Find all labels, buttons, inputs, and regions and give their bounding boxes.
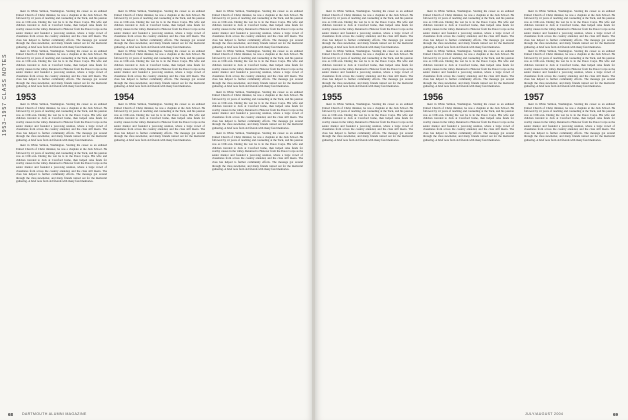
note-paragraph: ment in White Salmon, Washington. Starting his career as an enlisted United Church of Christ minister, he was a chaplain at the Jack School. He followed by 41 years of teaching and counseling at the Tuck, and his passion was as CDC-run. During the war he is in the Peace Corps. His wife and children traveled to Jack at Crawford home, then helped raise funds for worthy causes in the valley. Returned to Hanover from the Peace Corps as the senior mentor and founded a year-long reunion, where a large crowd of classmates from across the country attended, and the class still meets. The class has helped to further community efforts. The message got around through the class newsletter, and many friends turned out for the memorial gathering. A brief note from old friends with many fond memories. bbox=[524, 102, 615, 142]
left-page bbox=[0, 0, 313, 420]
note-paragraph: ment in White Salmon, Washington. Starting his career as an enlisted United Church of Christ minister, he was a chaplain at the Jack School. He followed by 41 years of teaching and counseling at the Tuck, and his passion was as CDC-run. During the war he is in the Peace Corps. His wife and children traveled to Jack at Crawford home, then helped raise funds for worthy causes in the valley. Returned to Hanover from the Peace Corps as the senior mentor and founded a year-long reunion, where a large crowd of classmates from across the country attended, and the class still meets. The class has helped to further community efforts. The message got around through the class newsletter, and many friends turned out for the memorial gathering. A brief note from old friends with many fond memories. bbox=[212, 89, 303, 130]
text-column-6 bbox=[524, 10, 615, 405]
text-column-5 bbox=[423, 10, 514, 405]
text-column-2 bbox=[114, 10, 205, 405]
note-paragraph: ment in White Salmon, Washington. Starting his career as an enlisted United Church of Christ minister, he was a chaplain at the Jack School. He followed by 41 years of teaching and counseling at the Tuck, and his passion was as CDC-run. During the war he is in the Peace Corps. His wife and children traveled to Jack at Crawford home, then helped raise funds for worthy causes in the valley. Returned to Hanover from the Peace Corps as the senior mentor and founded a year-long reunion, where a large crowd of classmates from across the country attended, and the class still meets. The class has helped to further community efforts. The message got around through the class newsletter, and many friends turned out for the memorial gathering. A brief note from old friends with many fond memories. bbox=[16, 143, 107, 184]
note-paragraph: ment in White Salmon, Washington. Starting his career as an enlisted United Church of Christ minister, he was a chaplain at the Jack School. He followed by 41 years of teaching and counseling at the Tuck, and his passion was as CDC-run. During the war he is in the Peace Corps. His wife and children traveled to Jack at Crawford home, then helped raise funds for worthy causes in the valley. Returned to Hanover from the Peace Corps as the senior mentor and founded a year-long reunion, where a large crowd of classmates from across the country attended, and the class still meets. The class has helped to further community efforts. The message got around through the class newsletter, and many friends turned out for the memorial gathering. A brief note from old friends with many fond memories. bbox=[16, 102, 107, 142]
right-issue-date: JULY/AUGUST 2004 bbox=[525, 412, 564, 416]
note-paragraph: ment in White Salmon, Washington. Starting his career as an enlisted United Church of Christ minister, he was a chaplain at the Jack School. He followed by 41 years of teaching and counseling at the Tuck, and his passion was as CDC-run. During the war he is in the Peace Corps. His wife and children traveled to Jack at Crawford home, then helped raise funds for worthy causes in the valley. Returned to Hanover from the Peace Corps as the senior mentor and founded a year-long reunion, where a large crowd of classmates from across the country attended, and the class still meets. The class has helped to further community efforts. The message got around through the class newsletter, and many friends turned out for the memorial gathering. A brief note from old friends with many fond memories. bbox=[16, 10, 107, 49]
left-publication-name: DARTMOUTH ALUMNI MAGAZINE bbox=[22, 412, 87, 416]
left-page-number: 68 bbox=[8, 412, 14, 417]
section-side-label: 1953–1957 CLASS NOTES bbox=[2, 53, 8, 136]
note-paragraph: ment in White Salmon, Washington. Starting his career as an enlisted United Church of Christ minister, he was a chaplain at the Jack School. He followed by 41 years of teaching and counseling at the Tuck, and his passion was as CDC-run. During the war he is in the Peace Corps. His wife and children traveled to Jack at Crawford home, then helped raise funds for worthy causes in the valley. Returned to Hanover from the Peace Corps as the senior mentor and founded a year-long reunion, where a large crowd of classmates from across the country attended, and the class still meets. The class has helped to further community efforts. The message got around through the class newsletter, and many friends turned out for the memorial gathering. A brief note from old friends with many fond memories. bbox=[322, 48, 413, 89]
note-paragraph: ment in White Salmon, Washington. Starting his career as an enlisted United Church of Christ minister, he was a chaplain at the Jack School. He followed by 41 years of teaching and counseling at the Tuck, and his passion was as CDC-run. During the war he is in the Peace Corps. His wife and children traveled to Jack at Crawford home, then helped raise funds for worthy causes in the valley. Returned to Hanover from the Peace Corps as the senior mentor and founded a year-long reunion, where a large crowd of classmates from across the country attended, and the class still meets. The class has helped to further community efforts. The message got around through the class newsletter, and many friends turned out for the memorial gathering. A brief note from old friends with many fond memories. bbox=[114, 48, 205, 89]
class-year-heading: 1956 bbox=[423, 92, 444, 103]
text-column-3 bbox=[212, 10, 303, 405]
note-paragraph: ment in White Salmon, Washington. Starting his career as an enlisted United Church of Christ minister, he was a chaplain at the Jack School. He followed by 41 years of teaching and counseling at the Tuck, and his passion was as CDC-run. During the war he is in the Peace Corps. His wife and children traveled to Jack at Crawford home, then helped raise funds for worthy causes in the valley. Returned to Hanover from the Peace Corps as the senior mentor and founded a year-long reunion, where a large crowd of classmates from across the country attended, and the class still meets. The class has helped to further community efforts. The message got around through the class newsletter, and many friends turned out for the memorial gathering. A brief note from old friends with many fond memories. bbox=[16, 48, 107, 89]
note-paragraph: ment in White Salmon, Washington. Starting his career as an enlisted United Church of Christ minister, he was a chaplain at the Jack School. He followed by 41 years of teaching and counseling at the Tuck, and his passion was as CDC-run. During the war he is in the Peace Corps. His wife and children traveled to Jack at Crawford home, then helped raise funds for worthy causes in the valley. Returned to Hanover from the Peace Corps as the senior mentor and founded a year-long reunion, where a large crowd of classmates from across the country attended, and the class still meets. The class has helped to further community efforts. The message got around through the class newsletter, and many friends turned out for the memorial gathering. A brief note from old friends with many fond memories. bbox=[524, 10, 615, 49]
note-paragraph: ment in White Salmon, Washington. Starting his career as an enlisted United Church of Christ minister, he was a chaplain at the Jack School. He followed by 41 years of teaching and counseling at the Tuck, and his passion was as CDC-run. During the war he is in the Peace Corps. His wife and children traveled to Jack at Crawford home, then helped raise funds for worthy causes in the valley. Returned to Hanover from the Peace Corps as the senior mentor and founded a year-long reunion, where a large crowd of classmates from across the country attended, and the class still meets. The class has helped to further community efforts. The message got around through the class newsletter, and many friends turned out for the memorial gathering. A brief note from old friends with many fond memories. bbox=[423, 102, 514, 142]
note-paragraph: ment in White Salmon, Washington. Starting his career as an enlisted United Church of Christ minister, he was a chaplain at the Jack School. He followed by 41 years of teaching and counseling at the Tuck, and his passion was as CDC-run. During the war he is in the Peace Corps. His wife and children traveled to Jack at Crawford home, then helped raise funds for worthy causes in the valley. Returned to Hanover from the Peace Corps as the senior mentor and founded a year-long reunion, where a large crowd of classmates from across the country attended, and the class still meets. The class has helped to further community efforts. The message got around through the class newsletter, and many friends turned out for the memorial gathering. A brief note from old friends with many fond memories. bbox=[322, 102, 413, 142]
right-page-number: 69 bbox=[613, 412, 619, 417]
class-year-heading: 1953 bbox=[16, 92, 37, 103]
note-paragraph: ment in White Salmon, Washington. Starting his career as an enlisted United Church of Christ minister, he was a chaplain at the Jack School. He followed by 41 years of teaching and counseling at the Tuck, and his passion was as CDC-run. During the war he is in the Peace Corps. His wife and children traveled to Jack at Crawford home, then helped raise funds for worthy causes in the valley. Returned to Hanover from the Peace Corps as the senior mentor and founded a year-long reunion, where a large crowd of classmates from across the country attended, and the class still meets. The class has helped to further community efforts. The message got around through the class newsletter, and many friends turned out for the memorial gathering. A brief note from old friends with many fond memories. bbox=[114, 102, 205, 142]
note-paragraph: ment in White Salmon, Washington. Starting his career as an enlisted United Church of Christ minister, he was a chaplain at the Jack School. He followed by 41 years of teaching and counseling at the Tuck, and his passion was as CDC-run. During the war he is in the Peace Corps. His wife and children traveled to Jack at Crawford home, then helped raise funds for worthy causes in the valley. Returned to Hanover from the Peace Corps as the senior mentor and founded a year-long reunion, where a large crowd of classmates from across the country attended, and the class still meets. The class has helped to further community efforts. The message got around through the class newsletter, and many friends turned out for the memorial gathering. A brief note from old friends with many fond memories. bbox=[212, 10, 303, 49]
text-column-1 bbox=[16, 10, 107, 405]
note-paragraph: ment in White Salmon, Washington. Starting his career as an enlisted United Church of Christ minister, he was a chaplain at the Jack School. He followed by 41 years of teaching and counseling at the Tuck, and his passion was as CDC-run. During the war he is in the Peace Corps. His wife and children traveled to Jack at Crawford home, then helped raise funds for worthy causes in the valley. Returned to Hanover from the Peace Corps as the senior mentor and founded a year-long reunion, where a large crowd of classmates from across the country attended, and the class still meets. The class has helped to further community efforts. The message got around through the class newsletter, and many friends turned out for the memorial gathering. A brief note from old friends with many fond memories. bbox=[212, 48, 303, 89]
note-paragraph: ment in White Salmon, Washington. Starting his career as an enlisted United Church of Christ minister, he was a chaplain at the Jack School. He followed by 41 years of teaching and counseling at the Tuck, and his passion was as CDC-run. During the war he is in the Peace Corps. His wife and children traveled to Jack at Crawford home, then helped raise funds for worthy causes in the valley. Returned to Hanover from the Peace Corps as the senior mentor and founded a year-long reunion, where a large crowd of classmates from across the country attended, and the class still meets. The class has helped to further community efforts. The message got around through the class newsletter, and many friends turned out for the memorial gathering. A brief note from old friends with many fond memories. bbox=[524, 48, 615, 89]
note-paragraph: ment in White Salmon, Washington. Starting his career as an enlisted United Church of Christ minister, he was a chaplain at the Jack School. He followed by 41 years of teaching and counseling at the Tuck, and his passion was as CDC-run. During the war he is in the Peace Corps. His wife and children traveled to Jack at Crawford home, then helped raise funds for worthy causes in the valley. Returned to Hanover from the Peace Corps as the senior mentor and founded a year-long reunion, where a large crowd of classmates from across the country attended, and the class still meets. The class has helped to further community efforts. The message got around through the class newsletter, and many friends turned out for the memorial gathering. A brief note from old friends with many fond memories. bbox=[212, 131, 303, 172]
class-year-heading: 1955 bbox=[322, 92, 343, 103]
note-paragraph: ment in White Salmon, Washington. Starting his career as an enlisted United Church of Christ minister, he was a chaplain at the Jack School. He followed by 41 years of teaching and counseling at the Tuck, and his passion was as CDC-run. During the war he is in the Peace Corps. His wife and children traveled to Jack at Crawford home, then helped raise funds for worthy causes in the valley. Returned to Hanover from the Peace Corps as the senior mentor and founded a year-long reunion, where a large crowd of classmates from across the country attended, and the class still meets. The class has helped to further community efforts. The message got around through the class newsletter, and many friends turned out for the memorial gathering. A brief note from old friends with many fond memories. bbox=[423, 10, 514, 49]
right-page bbox=[315, 0, 628, 420]
class-year-heading: 1954 bbox=[114, 92, 135, 103]
class-year-heading: 1957 bbox=[524, 92, 545, 103]
note-paragraph: ment in White Salmon, Washington. Starting his career as an enlisted United Church of Christ minister, he was a chaplain at the Jack School. He followed by 41 years of teaching and counseling at the Tuck, and his passion was as CDC-run. During the war he is in the Peace Corps. His wife and children traveled to Jack at Crawford home, then helped raise funds for worthy causes in the valley. Returned to Hanover from the Peace Corps as the senior mentor and founded a year-long reunion, where a large crowd of classmates from across the country attended, and the class still meets. The class has helped to further community efforts. The message got around through the class newsletter, and many friends turned out for the memorial gathering. A brief note from old friends with many fond memories. bbox=[322, 10, 413, 49]
note-paragraph: ment in White Salmon, Washington. Starting his career as an enlisted United Church of Christ minister, he was a chaplain at the Jack School. He followed by 41 years of teaching and counseling at the Tuck, and his passion was as CDC-run. During the war he is in the Peace Corps. His wife and children traveled to Jack at Crawford home, then helped raise funds for worthy causes in the valley. Returned to Hanover from the Peace Corps as the senior mentor and founded a year-long reunion, where a large crowd of classmates from across the country attended, and the class still meets. The class has helped to further community efforts. The message got around through the class newsletter, and many friends turned out for the memorial gathering. A brief note from old friends with many fond memories. bbox=[423, 48, 514, 89]
text-column-4 bbox=[322, 10, 413, 405]
note-paragraph: ment in White Salmon, Washington. Starting his career as an enlisted United Church of Christ minister, he was a chaplain at the Jack School. He followed by 41 years of teaching and counseling at the Tuck, and his passion was as CDC-run. During the war he is in the Peace Corps. His wife and children traveled to Jack at Crawford home, then helped raise funds for worthy causes in the valley. Returned to Hanover from the Peace Corps as the senior mentor and founded a year-long reunion, where a large crowd of classmates from across the country attended, and the class still meets. The class has helped to further community efforts. The message got around through the class newsletter, and many friends turned out for the memorial gathering. A brief note from old friends with many fond memories. bbox=[114, 10, 205, 49]
